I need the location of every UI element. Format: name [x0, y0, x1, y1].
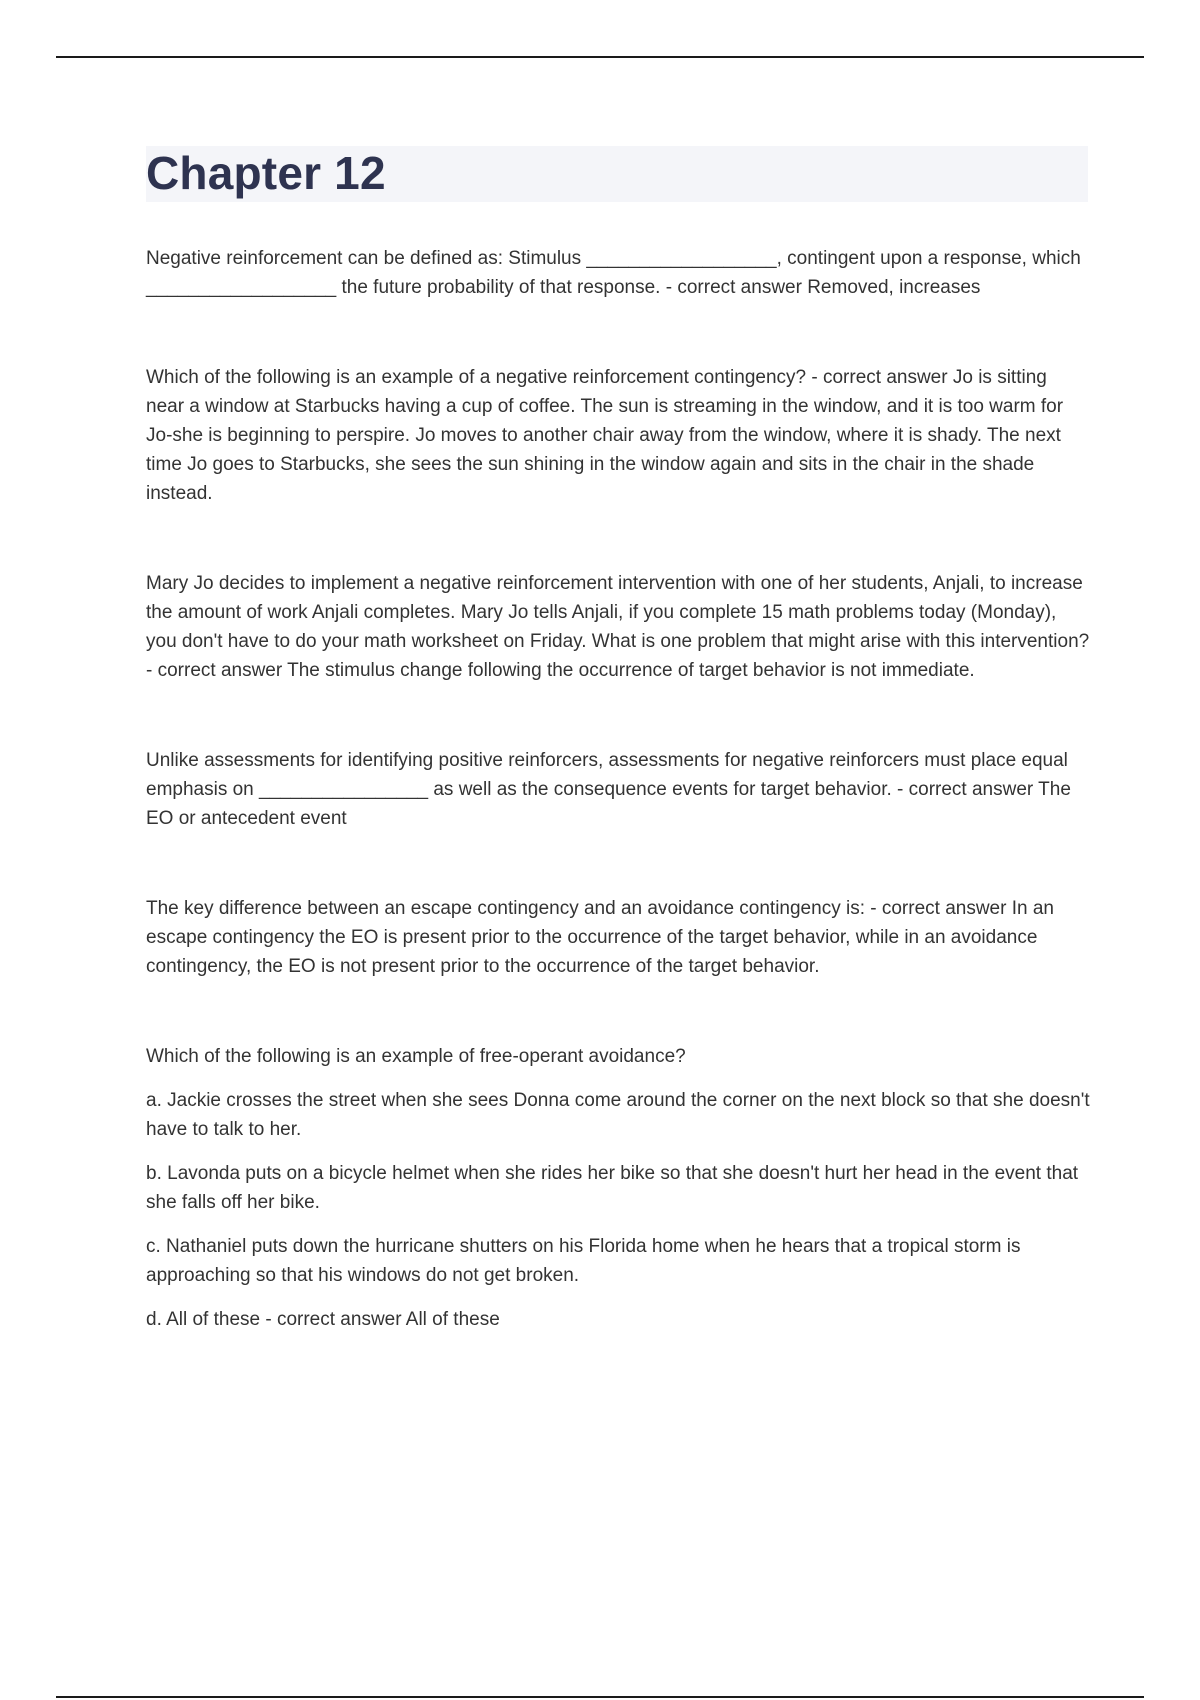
qa-item	[146, 244, 1090, 302]
document-body	[146, 244, 1090, 1395]
bottom-rule	[56, 1696, 1144, 1698]
top-rule	[56, 56, 1144, 58]
option-c: c. Nathaniel puts down the hurricane shutters on his Florida home when he hears that a tropical storm is approaching so that his windows do not get broken.	[146, 1236, 1021, 1286]
option-b: b. Lavonda puts on a bicycle helmet when she rides her bike so that she doesn't hurt her head in the event that she falls off her bike.	[146, 1163, 1079, 1213]
qa-item	[146, 746, 1090, 833]
multiple-choice-item	[146, 1042, 1090, 1334]
qa-text: Unlike assessments for identifying positive reinforcers, assessments for negative reinforcers must place equal emphasis on ________________ as well as the consequence events for target behavior. - correct answer The EO or antecedent event	[146, 750, 1071, 829]
qa-text: Which of the following is an example of a negative reinforcement contingency? - correct answer Jo is sitting near a window at Starbucks having a cup of coffee. The sun is streaming in the window, and it is too warm for Jo-she is beginning to perspire. Jo moves to another chair away from the window, where it is shady. The next time Jo goes to Starbucks, she sees the sun shining in the window again and sits in the chair in the shade instead.	[146, 367, 1064, 504]
qa-text: Mary Jo decides to implement a negative reinforcement intervention with one of her students, Anjali, to increase the amount of work Anjali completes. Mary Jo tells Anjali, if you complete 15 math problems today (Monday), you don't have to do your math worksheet on Friday. What is one problem that might arise with this intervention? - correct answer The stimulus change following the occurrence of target behavior is not immediate.	[146, 573, 1090, 681]
qa-text: The key difference between an escape contingency and an avoidance contingency is: - correct answer In an escape contingency the EO is present prior to the occurrence of the target behavior, while in an avoidance contingency, the EO is not present prior to the occurrence of the target behavior.	[146, 898, 1054, 977]
option-a: a. Jackie crosses the street when she sees Donna come around the corner on the next block so that she doesn't have to talk to her.	[146, 1090, 1090, 1140]
qa-item	[146, 569, 1090, 685]
chapter-title: Chapter 12	[146, 147, 386, 199]
multiple-choice-question: Which of the following is an example of free-operant avoidance?	[146, 1046, 686, 1067]
qa-item	[146, 363, 1090, 508]
qa-item	[146, 894, 1090, 981]
option-d: d. All of these - correct answer All of these	[146, 1309, 500, 1330]
qa-text: Negative reinforcement can be defined as: Stimulus __________________, contingent upon a response, which __________________ the future probability of that response. - correct answer Removed, increases	[146, 248, 1081, 298]
